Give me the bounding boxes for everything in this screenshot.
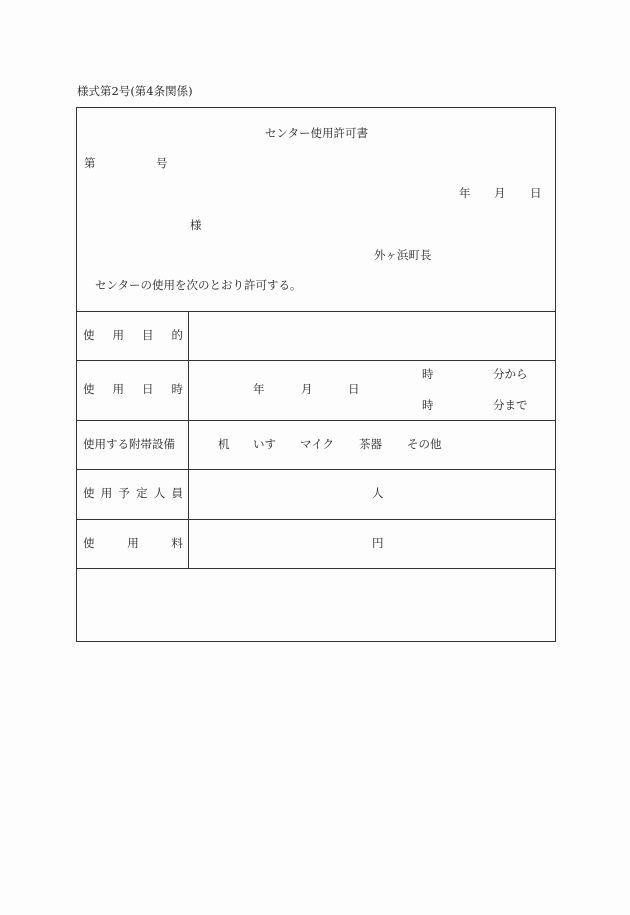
equipment-item: いす [253,437,276,451]
addressee-suffix: 様 [190,218,202,232]
equipment-item: 机 [218,437,230,451]
label-char: 使 [83,328,95,342]
label-char: 用 [112,328,124,342]
fee-label [83,538,183,550]
label-char: 日 [142,382,154,396]
permit-title: センター使用許可書 [265,126,369,140]
label-char: 目 [142,328,154,342]
date-month-label: 月 [494,186,506,200]
permit-statement: センターの使用を次のとおり許可する。 [95,278,302,292]
equipment-item: その他 [407,437,442,451]
use-day-label: 日 [348,382,360,396]
equipment-item: 茶器 [359,437,382,451]
row-divider [77,568,555,569]
label-char: 用 [100,486,113,500]
start-minute-label: 分から [493,367,528,381]
row-divider [77,469,555,470]
label-char: 員 [171,486,183,500]
row-divider [77,311,555,312]
label-char: 用 [127,536,139,550]
label-char: 料 [171,536,183,550]
label-char: 時 [171,382,183,396]
use-month-label: 月 [301,382,313,396]
label-char: 予 [118,486,130,500]
permit-number-suffix: 号 [156,156,168,170]
purpose-label [83,330,183,342]
people-label [83,488,183,500]
fee-unit: 円 [372,536,384,550]
label-char: 使 [83,486,95,500]
form-number: 様式第2号(第4条関係) [77,84,193,98]
date-year-label: 年 [459,186,471,200]
row-divider [77,360,555,361]
datetime-label [83,384,183,396]
date-day-label: 日 [530,186,542,200]
label-char: 人 [153,486,166,500]
end-hour-label: 時 [422,398,434,412]
label-char: 用 [112,382,124,396]
row-divider [77,420,555,421]
equipment-item: マイク [300,437,335,451]
issuer-name: 外ヶ浜町長 [374,248,432,262]
label-char: 的 [171,328,183,342]
end-minute-label: 分まで [493,398,528,412]
label-char: 定 [136,486,148,500]
row-divider [77,519,555,520]
label-column-divider [188,311,189,568]
label-char: 使 [83,382,95,396]
use-year-label: 年 [253,382,265,396]
permit-number-prefix: 第 [84,156,96,170]
permit-form [76,107,556,642]
label-char: 使 [83,536,95,550]
start-hour-label: 時 [422,367,434,381]
equipment-label: 使用する附帯設備 [83,437,175,451]
people-unit: 人 [372,486,384,500]
